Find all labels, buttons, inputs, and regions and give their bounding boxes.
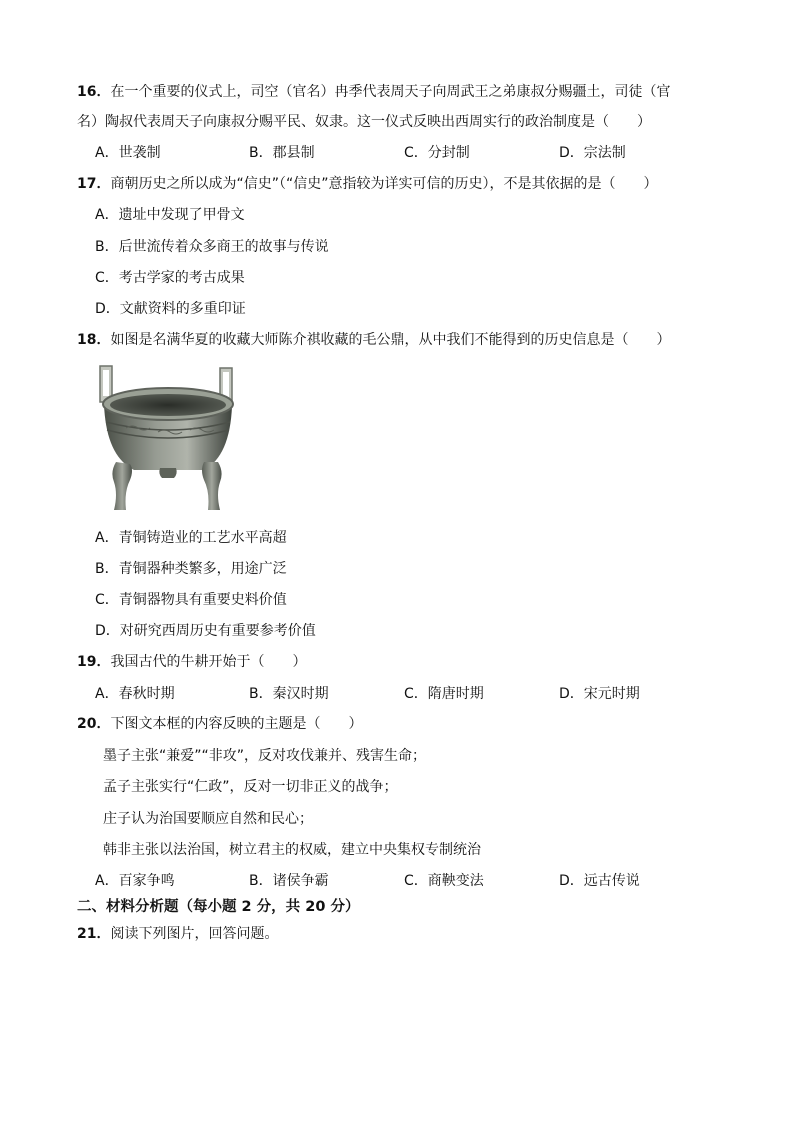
q18-option-c[interactable]: C．青铜器物具有重要史料价值 [95,592,287,608]
section-2-heading: 二、材料分析题（每小题 2 分，共 20 分） [77,899,360,915]
q20-box-line-4: 韩非主张以法治国，树立君主的权威，建立中央集权专制统治 [103,842,481,858]
q16-option-b[interactable]: B．郡县制 [249,145,315,161]
q18-number: 18． [77,332,111,348]
q19-line [77,652,306,672]
q16-number: 16． [77,84,111,100]
q19-number: 19． [77,654,111,670]
q18-line [77,330,670,350]
q19-option-c[interactable]: C．隋唐时期 [404,686,484,702]
q17-option-a[interactable]: A．遗址中发现了甲骨文 [95,207,245,223]
q20-option-c[interactable]: C．商鞅变法 [404,873,484,889]
q20-stem: 下图文本框的内容反映的主题是（ ） [110,716,363,732]
q19-option-d[interactable]: D．宋元时期 [559,686,640,702]
q21-line [77,924,278,944]
q18-option-a[interactable]: A．青铜铸造业的工艺水平高超 [95,530,287,546]
q21-number: 21． [77,926,111,942]
q20-option-b[interactable]: B．诸侯争霸 [249,873,329,889]
q20-option-a[interactable]: A．百家争鸣 [95,873,175,889]
q16-line1 [77,82,670,102]
q20-line [77,714,362,734]
q16-stem-part2: 名）陶叔代表周天子向康叔分赐平民、奴隶。这一仪式反映出西周实行的政治制度是（ ） [77,114,651,130]
q16-option-a[interactable]: A．世袭制 [95,145,161,161]
q16-stem-part1: 在一个重要的仪式上，司空（官名）冉季代表周天子向周武王之弟康叔分赐疆土，司徒（官 [110,84,671,100]
q18-option-d[interactable]: D．对研究西周历史有重要参考价值 [95,623,316,639]
q19-option-a[interactable]: A．春秋时期 [95,686,175,702]
q18-stem: 如图是名满华夏的收藏大师陈介祺收藏的毛公鼎，从中我们不能得到的历史信息是（ ） [110,332,671,348]
q17-option-b[interactable]: B．后世流传着众多商王的故事与传说 [95,239,329,255]
q20-box-line-1: 墨子主张“兼爱”“非攻”，反对攻伐兼并、残害生命； [103,748,427,764]
q17-stem: 商朝历史之所以成为“信史”（“信史”意指较为详实可信的历史），不是其依据的是（ ） [110,176,658,192]
q17-number: 17． [77,176,111,192]
maogong-ding-image [96,364,240,514]
q19-option-b[interactable]: B．秦汉时期 [249,686,329,702]
q18-option-b[interactable]: B．青铜器种类繁多，用途广泛 [95,561,287,577]
q20-box-line-2: 孟子主张实行“仁政”，反对一切非正义的战争； [103,779,398,795]
q20-option-d[interactable]: D．远古传说 [559,873,640,889]
q21-stem: 阅读下列图片，回答问题。 [110,926,279,942]
q17-line [77,174,658,194]
q16-option-c[interactable]: C．分封制 [404,145,470,161]
q20-box-line-3: 庄子认为治国要顺应自然和民心； [103,811,313,827]
q17-option-c[interactable]: C．考古学家的考古成果 [95,270,245,286]
q16-option-d[interactable]: D．宗法制 [559,145,626,161]
q20-number: 20． [77,716,111,732]
q17-option-d[interactable]: D．文献资料的多重印证 [95,301,246,317]
q19-stem: 我国古代的牛耕开始于（ ） [110,654,307,670]
